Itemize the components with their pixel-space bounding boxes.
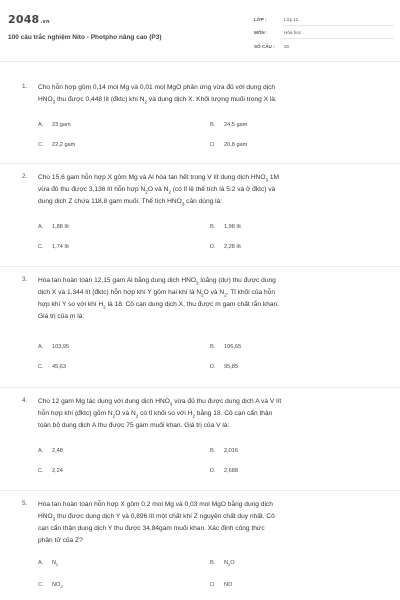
- question-text: Cho 12 gam Mg tác dụng với dung dịch $HNO_3$ vừa đủ thu được dung dịch A và V lít hỗn hợp khí (đktc) gồm $N_2O$ và $N_2$ có tỉ khối so với $H_2$ bằng 18. Cô cạn cẩn thận toàn bộ dung dịch A thu được 75 gam muối khan. Giá trị của V là:: [38, 398, 282, 429]
- option-text: 2,48: [52, 448, 63, 454]
- option-letter: C.: [38, 142, 44, 148]
- meta-subject-value: Hóa học: [284, 30, 302, 35]
- question-number: 3.: [22, 276, 28, 283]
- question-divider: [0, 163, 400, 164]
- answer-option-b[interactable]: [210, 560, 235, 566]
- question-divider: [0, 387, 400, 388]
- option-text: NO: [224, 582, 233, 588]
- option-letter: A.: [38, 448, 44, 454]
- answer-option-b[interactable]: [210, 344, 241, 350]
- question-number: 1.: [22, 83, 28, 90]
- answer-option-c[interactable]: [38, 244, 69, 250]
- question-text: Hòa tan hoàn toàn 12,15 gam Al bằng dung dịch $HNO_3$ loãng (dư) thu được dung dịch X và 1,344 lít (đktc) hỗn hợp khí Y gồm hai khí là $N_2O$ và $N_2$. Tỉ khối của hỗn hợp khí Y so với khí $H_2$ là 18. Cô cạn dung dịch X, thu được m gam chất rắn khan. Giá trị của m là:: [38, 277, 280, 320]
- document-title: 100 câu trắc nghiệm Nito - Photpho nâng cao (P3): [8, 34, 162, 41]
- question-number: 4.: [22, 397, 28, 404]
- logo-text: 2048: [8, 13, 40, 26]
- option-letter: B.: [210, 448, 216, 454]
- meta-divider: [282, 25, 394, 26]
- answer-option-d[interactable]: [210, 244, 241, 250]
- option-text: 1,88 lít: [52, 224, 69, 230]
- answer-option-a[interactable]: [38, 448, 63, 454]
- answer-option-d[interactable]: [210, 468, 238, 474]
- answer-option-d[interactable]: [210, 142, 247, 148]
- option-text: 1,98 lít: [224, 224, 241, 230]
- option-text: 2,24: [52, 468, 63, 474]
- option-letter: B.: [210, 224, 216, 230]
- option-text: $NO_2$: [52, 582, 63, 590]
- answer-option-c[interactable]: [38, 468, 63, 474]
- answer-option-d[interactable]: [210, 582, 232, 588]
- option-letter: D.: [210, 582, 216, 588]
- answer-option-a[interactable]: [38, 224, 69, 230]
- answer-option-c[interactable]: [38, 364, 66, 370]
- answer-option-d[interactable]: [210, 364, 238, 370]
- option-text: 24,5 gam: [224, 122, 248, 128]
- logo-suffix: .vn: [40, 19, 50, 25]
- question-number: 5.: [22, 500, 28, 507]
- option-text: 106,65: [224, 344, 242, 350]
- option-letter: A.: [38, 224, 44, 230]
- answer-option-a[interactable]: [38, 560, 58, 566]
- answer-option-c[interactable]: [38, 582, 63, 588]
- option-text: 95,85: [224, 364, 238, 370]
- answer-option-b[interactable]: [210, 224, 241, 230]
- option-letter: D.: [210, 468, 216, 474]
- meta-subject-label: MÔN :: [254, 30, 268, 35]
- option-text: 22,2 gam: [52, 142, 76, 148]
- option-letter: D.: [210, 364, 216, 370]
- option-text: 45,63: [52, 364, 66, 370]
- option-text: 2,688: [224, 468, 238, 474]
- question-divider: [0, 266, 400, 267]
- option-letter: A.: [38, 344, 44, 350]
- meta-class-label: LỚP :: [254, 17, 267, 22]
- answer-option-a[interactable]: [38, 122, 71, 128]
- option-letter: C.: [38, 582, 44, 588]
- answer-option-a[interactable]: [38, 344, 69, 350]
- option-letter: D.: [210, 142, 216, 148]
- option-text: 20,8 gam: [224, 142, 248, 148]
- option-letter: B.: [210, 560, 216, 566]
- option-letter: B.: [210, 122, 216, 128]
- meta-class-value: Lớp 11: [284, 17, 299, 22]
- question-text: Cho 15,6 gam hỗn hợp X gồm Mg và Al hòa tan hết trong V lít dung dịch $HNO_3$ 1M vừa đủ thu được 3,136 lít hỗn hợp $N_2O$ và $N_2$ (có tỉ lệ thể tích là 5:2 và ở đktc) và dung dịch Z chứa 118,8 gam muối. Thể tích $HNO_3$ cần dùng là:: [38, 174, 280, 207]
- option-letter: D.: [210, 244, 216, 250]
- meta-divider: [282, 38, 394, 39]
- option-letter: A.: [38, 122, 44, 128]
- answer-option-c[interactable]: [38, 142, 75, 148]
- answer-option-b[interactable]: [210, 448, 238, 454]
- question-number: 2.: [22, 173, 28, 180]
- option-text: $N_2$: [52, 560, 59, 568]
- question-divider: [0, 490, 400, 491]
- header-divider: [0, 61, 400, 62]
- option-letter: C.: [38, 468, 44, 474]
- option-letter: C.: [38, 364, 44, 370]
- option-letter: C.: [38, 244, 44, 250]
- site-logo[interactable]: [8, 13, 50, 26]
- option-text: 2,016: [224, 448, 238, 454]
- option-text: 2,28 lít: [224, 244, 241, 250]
- option-text: 103,95: [52, 344, 70, 350]
- meta-count-value: 20: [284, 44, 290, 49]
- answer-option-b[interactable]: [210, 122, 247, 128]
- option-letter: A.: [38, 560, 44, 566]
- option-text: 1,74 lít: [52, 244, 69, 250]
- question-text: Cho hỗn hợp gồm 0,14 mol Mg và 0,01 mol MgO phản ứng vừa đủ với dung dịch $HNO_3$ thu được 0,448 lít (đktc) khí $N_2$ và dung dịch X. Khối lượng muối trong X là:: [38, 84, 277, 105]
- option-text: 23 gam: [52, 122, 71, 128]
- question-text: Hòa tan hoàn toàn hỗn hợp X gồm 0,2 mol Mg và 0,03 mol MgO bằng dung dịch $HNO_3$ thu được dung dịch Y và 0,896 lít một chất khí Z nguyên chất duy nhất. Cô cạn cẩn thận dung dịch Y thu được 34,84gam muối khan. Xác định công thức phân tử của Z?: [38, 501, 275, 544]
- option-letter: B.: [210, 344, 216, 350]
- meta-count-label: SỐ CÂU :: [254, 44, 275, 49]
- option-text: $N_2O$: [224, 560, 235, 568]
